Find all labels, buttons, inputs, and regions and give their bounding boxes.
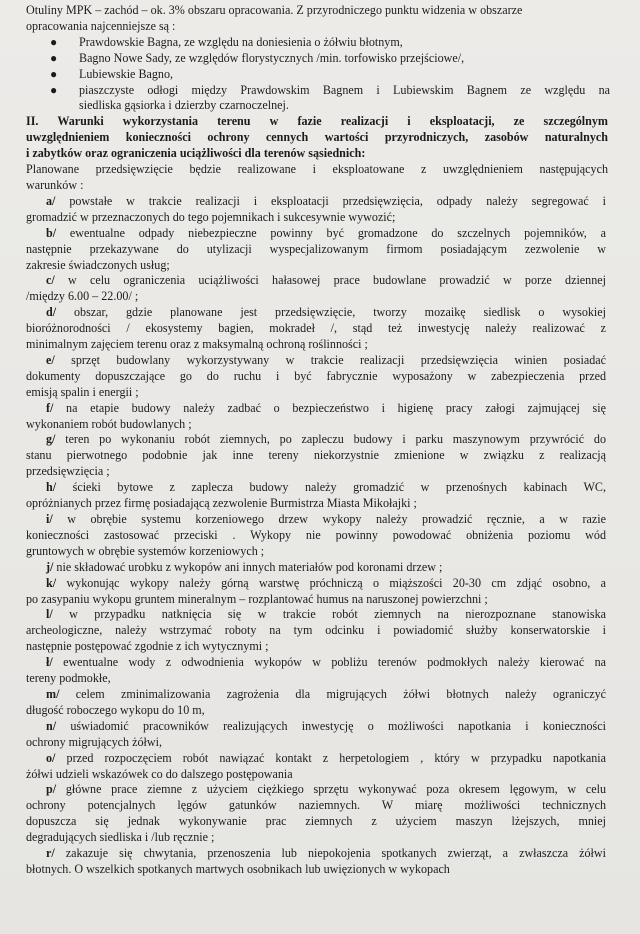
condition-text: obszar, gdzie planowane jest przedsięwzięcie, tworzy mozaikę siedlisk o wysokiej: [74, 305, 606, 320]
condition-text: wykonując wykopy należy górną warstwę próchniczą o miąższości 20-30 cm zdjąć osobno, a: [66, 575, 607, 590]
condition-text: emisją spalin i energii ;: [26, 384, 139, 399]
condition-text: błotnych. O wszelkich spotkanych martwych osobnikach lub uwięzionych w wykopach: [26, 861, 450, 876]
condition-label: i/: [46, 512, 53, 526]
condition-text: /między 6.00 – 22.00/ ;: [26, 289, 139, 304]
condition-label: k/: [46, 575, 57, 590]
bullet-icon: ●: [50, 66, 58, 81]
list-item: ● Lubiewskie Bagno,: [50, 66, 174, 81]
condition-text: nie składować urobku z wykopów ani innych materiałów pod koronami drzew ;: [56, 559, 443, 574]
condition-item: [0, 512, 640, 560]
condition-label: d/: [46, 305, 57, 320]
condition-text: uświadomić pracowników realizujących inwestycję o możliwości napotkania i konieczności: [70, 718, 606, 733]
condition-text: po zasypaniu wykopu gruntem mineralnym – rozplantować humus na naruszonej powierzchni ;: [26, 591, 488, 606]
condition-label: p/: [46, 782, 57, 797]
condition-label: f/: [46, 400, 54, 415]
condition-item: [0, 560, 640, 576]
condition-text: następnie postępować zgodnie z ich wytycznymi ;: [26, 639, 269, 654]
condition-label: e/: [46, 352, 55, 367]
bullet-icon: ●: [50, 82, 58, 97]
condition-text: długość roboczego wykopu do 10 m,: [26, 702, 205, 717]
condition-text: stanu pierwotnego podobnie jak inne tereny niekorzystnie zmienione w związku z realizacją: [26, 448, 606, 463]
condition-text: ścieki bytowe z zaplecza budowy należy gromadzić w przenośnych kabinach WC,: [72, 480, 606, 495]
condition-label: n/: [46, 718, 57, 733]
condition-item: [0, 687, 640, 719]
condition-label: m/: [46, 686, 60, 701]
condition-item: [0, 194, 640, 226]
bullet-icon: ●: [50, 34, 58, 49]
condition-text: tereny podmokłe,: [26, 671, 111, 686]
condition-item: [0, 846, 640, 878]
condition-text: powstałe w trakcie realizacji i eksploatacji przedsięwzięcia, odpady należy segregować i: [69, 193, 606, 208]
conditions-list: [0, 194, 640, 878]
list-item: ● Prawdowskie Bagna, ze względu na doniesienia o żółwiu błotnym,: [50, 34, 403, 49]
condition-item: [0, 226, 640, 274]
condition-text: sprzęt budowlany wykorzystywany w trakcie realizacji przedsięwzięcia winien posiadać: [71, 352, 606, 367]
condition-text: przed rozpoczęciem robót nawiązać kontakt z herpetologiem , który w przypadku napotkania: [66, 750, 606, 765]
condition-text: w przypadku natknięcia się w trakcie robót ziemnych na nierozpoznane stanowiska: [69, 607, 606, 622]
condition-label: h/: [46, 480, 57, 495]
condition-text: dopuszcza się jednak wykonywanie prac ziemnych z użyciem maszyn lżejszych, mniej: [26, 814, 606, 829]
intro-line-2: opracowania najcenniejsze są :: [26, 18, 176, 33]
condition-text: konieczności zastosować przeciski . Wykopy nie powinny powodować obniżenia poziomu wód: [26, 527, 606, 542]
condition-text: teren po wykonaniu robót ziemnych, po zapleczu budowy i parku maszynowym przywrócić do: [65, 432, 606, 447]
condition-text: zakazuje się chwytania, przenoszenia lub niepokojenia spotkanych zwierząt, a zwłaszcza żółwi: [65, 846, 606, 861]
condition-label: o/: [46, 750, 56, 765]
condition-item: [0, 401, 640, 433]
condition-label: j/: [46, 559, 54, 574]
condition-item: [0, 655, 640, 687]
condition-label: b/: [46, 225, 57, 240]
condition-text: przedsięwzięcia ;: [26, 464, 110, 479]
condition-text: dokumenty dopuszczające go do ruchu i być fabrycznie wyposażony w zabezpieczenia przed: [26, 368, 606, 383]
intro-line-1: Otuliny MPK – zachód – ok. 3% obszaru opracowania. Z przyrodniczego punktu widzenia w obszarze: [26, 3, 523, 17]
condition-item: [0, 607, 640, 655]
condition-text: archeologiczne, należy wstrzymać roboty na tym odcinku i powiadomić służby konserwatorskie i: [26, 623, 606, 638]
condition-text: gruntowych w obrębie systemów korzeniowych ;: [26, 543, 265, 558]
condition-text: na etapie budowy należy zadbać o bezpieczeństwo i higienę pracy załogi zajmującej się: [66, 400, 606, 415]
condition-item: [0, 305, 640, 353]
condition-text: główne prace ziemne z użyciem ciężkiego sprzętu wykonywać poza okresem lęgowym, w celu: [65, 782, 606, 797]
condition-text: w celu ograniczenia uciążliwości hałasowej prace budowlane prowadzić w porze dziennej: [67, 273, 606, 288]
condition-label: l/: [46, 607, 53, 622]
condition-item: [0, 432, 640, 480]
condition-text: gromadzić w przeznaczonych do tego pojemnikach i sukcesywnie wywozić;: [26, 209, 396, 224]
condition-label: a/: [46, 193, 56, 208]
list-item: ● piaszczyste odłogi między Prawdowskim Bagnem i Lubiewskim Bagnem ze względu na siedliska gąsiorka i dzierzby czarnoczelnej.: [50, 82, 610, 113]
condition-text: bioróżnorodności / ekosystemy bagien, mokradeł /, stąd też inwestycję należy realizować z: [26, 321, 606, 336]
condition-text: w obrębie systemu korzeniowego drzew wykopy należy prowadzić ręcznie, a w razie: [67, 512, 606, 526]
list-item: ● Bagno Nowe Sady, ze względów florystycznych /min. torfowisko przejściowe/,: [50, 50, 465, 65]
condition-text: ewentualne odpady niebezpieczne powinny być gromadzone do szczelnych pojemników, a: [69, 225, 606, 240]
condition-text: ochrony potencjalnych lęgów gatunków naziemnych. W miarę możliwości technicznych: [26, 798, 606, 813]
condition-label: g/: [46, 432, 56, 447]
condition-text: opróżnianych przez firmę posiadającą zezwolenie Burmistrza Miasta Mikołajki ;: [26, 496, 417, 511]
condition-label: c/: [46, 273, 55, 288]
section-lead: Planowane przedsięwzięcie będzie realizowane i eksploatowane z uwzględnieniem następujących warunków :: [26, 162, 608, 192]
condition-text: celem zminimalizowania zagrożenia dla migrujących żółwi błotnych należy ograniczyć: [75, 686, 607, 701]
condition-item: [0, 480, 640, 512]
condition-text: zakresie świadczonych usług;: [26, 257, 170, 272]
condition-item: [0, 576, 640, 608]
condition-text: degradujących siedliska i /lub ręcznie ;: [26, 830, 215, 845]
condition-text: żółwi udzieli wskazówek co do dalszego postępowania: [26, 766, 293, 781]
condition-label: r/: [46, 846, 55, 861]
condition-item: [0, 273, 640, 305]
condition-text: następnie przekazywane do utylizacji wyspecjalizowanym firmom posiadającym zezwolenie w: [26, 241, 606, 256]
valuable-areas-list: [0, 35, 640, 115]
condition-text: ewentualne wody z odwodnienia wykopów w pobliżu terenów podmokłych należy kierować na: [63, 655, 606, 670]
condition-item: [0, 782, 640, 846]
bullet-icon: ●: [50, 50, 58, 65]
condition-item: [0, 719, 640, 751]
condition-label: ł/: [46, 655, 53, 670]
condition-item: [0, 751, 640, 783]
condition-item: [0, 353, 640, 401]
condition-text: wykonaniem robót budowlanych ;: [26, 416, 192, 431]
condition-text: ochrony migrujących żółwi,: [26, 734, 163, 749]
section-heading: II. Warunki wykorzystania terenu w fazie realizacji i eksploatacji, ze szczególnym uwzględnieniem konieczności ochrony cennych wartości przyrodniczych, zasobów naturalnych i zabytków oraz ograniczenia uciążliwości dla terenów sąsiednich:: [26, 114, 608, 161]
condition-text: minimalnym zajęciem terenu oraz z maksymalną ochroną roślinności ;: [26, 337, 368, 352]
